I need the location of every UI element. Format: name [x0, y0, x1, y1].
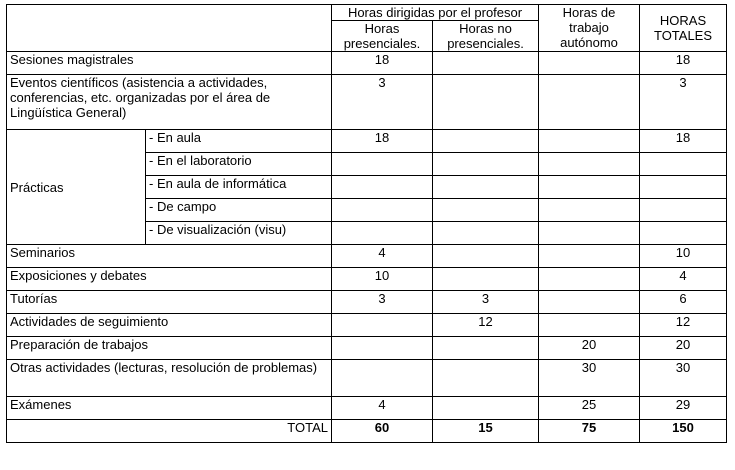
sub-label: - En aula — [146, 130, 332, 153]
header-row-1 — [7, 5, 727, 21]
sub-label: - En aula de informática — [146, 176, 332, 199]
hours-table-container — [6, 4, 727, 443]
row-label: Exámenes — [7, 397, 332, 420]
cell-no-presenciales: 3 — [433, 291, 539, 314]
row-label: Exposiciones y debates — [7, 268, 332, 291]
cell-presenciales — [332, 222, 433, 245]
total-presenciales: 60 — [332, 420, 433, 443]
cell-total — [640, 222, 727, 245]
row-label: Actividades de seguimiento — [7, 314, 332, 337]
total-autonomo: 75 — [539, 420, 640, 443]
cell-presenciales: 4 — [332, 245, 433, 268]
header-autonomo: Horas de trabajo autónomo — [539, 5, 640, 52]
cell-presenciales: 3 — [332, 75, 433, 130]
practicas-label: Prácticas — [7, 130, 146, 245]
table-row-exposiciones — [7, 268, 727, 291]
cell-no-presenciales: 12 — [433, 314, 539, 337]
total-no-presenciales: 15 — [433, 420, 539, 443]
row-label: Preparación de trabajos — [7, 337, 332, 360]
table-row-seminarios — [7, 245, 727, 268]
cell-autonomo: 25 — [539, 397, 640, 420]
cell-total — [640, 199, 727, 222]
row-label: Eventos científicos (asistencia a actividades, conferencias, etc. organizadas por el área de Lingüística General) — [7, 75, 332, 130]
cell-no-presenciales — [433, 52, 539, 75]
header-corner-cell — [7, 5, 332, 52]
table-row-practicas-aula — [7, 130, 727, 153]
cell-autonomo — [539, 314, 640, 337]
cell-no-presenciales — [433, 222, 539, 245]
row-label: Seminarios — [7, 245, 332, 268]
cell-no-presenciales — [433, 176, 539, 199]
row-label: Otras actividades (lecturas, resolución de problemas) — [7, 360, 332, 397]
header-group-profesor: Horas dirigidas por el profesor — [332, 5, 539, 21]
cell-presenciales: 10 — [332, 268, 433, 291]
hours-distribution-table — [6, 4, 727, 443]
cell-total: 4 — [640, 268, 727, 291]
table-row-seguimiento — [7, 314, 727, 337]
cell-no-presenciales — [433, 130, 539, 153]
total-label: TOTAL — [7, 420, 332, 443]
table-row-tutorias — [7, 291, 727, 314]
cell-total: 29 — [640, 397, 727, 420]
cell-autonomo — [539, 130, 640, 153]
table-row-examenes — [7, 397, 727, 420]
sub-label: - De campo — [146, 199, 332, 222]
cell-total: 12 — [640, 314, 727, 337]
sub-label: - En el laboratorio — [146, 153, 332, 176]
cell-autonomo: 20 — [539, 337, 640, 360]
cell-total — [640, 176, 727, 199]
sub-label: - De visualización (visu) — [146, 222, 332, 245]
table-row-preparacion — [7, 337, 727, 360]
cell-no-presenciales — [433, 397, 539, 420]
cell-total — [640, 153, 727, 176]
cell-total: 3 — [640, 75, 727, 130]
cell-presenciales: 4 — [332, 397, 433, 420]
header-no-presenciales: Horas no presenciales. — [433, 21, 539, 52]
cell-total: 10 — [640, 245, 727, 268]
cell-autonomo — [539, 75, 640, 130]
table-row-eventos — [7, 75, 727, 130]
cell-total: 30 — [640, 360, 727, 397]
cell-presenciales — [332, 153, 433, 176]
cell-total: 18 — [640, 52, 727, 75]
cell-no-presenciales — [433, 268, 539, 291]
row-label: Tutorías — [7, 291, 332, 314]
table-row-otras — [7, 360, 727, 397]
cell-autonomo — [539, 176, 640, 199]
cell-autonomo: 30 — [539, 360, 640, 397]
cell-no-presenciales — [433, 360, 539, 397]
cell-presenciales: 18 — [332, 130, 433, 153]
cell-presenciales: 18 — [332, 52, 433, 75]
cell-autonomo — [539, 222, 640, 245]
cell-autonomo — [539, 291, 640, 314]
table-row-total — [7, 420, 727, 443]
cell-presenciales — [332, 337, 433, 360]
cell-autonomo — [539, 199, 640, 222]
cell-presenciales: 3 — [332, 291, 433, 314]
cell-autonomo — [539, 268, 640, 291]
cell-presenciales — [332, 314, 433, 337]
row-label: Sesiones magistrales — [7, 52, 332, 75]
total-horas: 150 — [640, 420, 727, 443]
cell-presenciales — [332, 360, 433, 397]
cell-no-presenciales — [433, 245, 539, 268]
cell-autonomo — [539, 52, 640, 75]
cell-no-presenciales — [433, 75, 539, 130]
cell-total: 6 — [640, 291, 727, 314]
table-row-sesiones — [7, 52, 727, 75]
cell-no-presenciales — [433, 337, 539, 360]
cell-presenciales — [332, 199, 433, 222]
cell-no-presenciales — [433, 199, 539, 222]
header-presenciales: Horas presenciales. — [332, 21, 433, 52]
cell-autonomo — [539, 153, 640, 176]
cell-total: 20 — [640, 337, 727, 360]
header-totales: HORAS TOTALES — [640, 5, 727, 52]
cell-autonomo — [539, 245, 640, 268]
cell-total: 18 — [640, 130, 727, 153]
cell-no-presenciales — [433, 153, 539, 176]
cell-presenciales — [332, 176, 433, 199]
